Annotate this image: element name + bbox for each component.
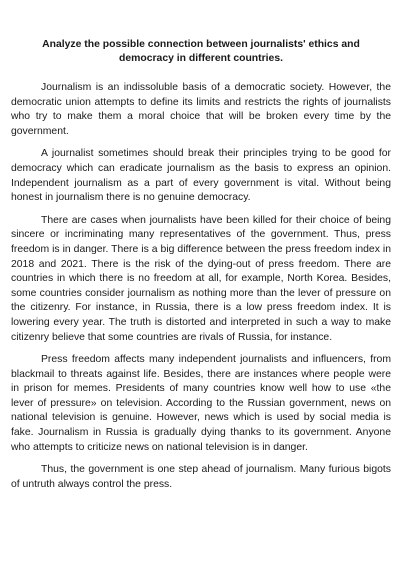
paragraph-conclusion: Thus, the government is one step ahead of journalism. Many furious bigots of untruth always control the press. bbox=[11, 464, 391, 490]
paragraph-democracy-basis: Journalism is an indissoluble basis of a democratic society. However, the democratic union attempts to define its limits and restricts the rights of journalists who try to make them a moral choice that will be broken every time by the government. bbox=[11, 82, 391, 137]
paragraph-pressure-on-journalists: Press freedom affects many independent journalists and influencers, from blackmail to threats against life. Besides, there are instances where people were in prison for memes. Presidents of many countries know well how to use «the lever of pressure» on television. According to the Russian government, news on national television is genuine. However, news which is used by social media is fake. Journalism in Russia is gradually dying thanks to its government. Anyone who attempts to criticize news on national television is in danger. bbox=[11, 354, 391, 453]
paragraph-journalist-principles: A journalist sometimes should break their principles trying to be good for democracy which can eradicate journalism as the basis to express an opinion. Independent journalism as a part of every government is vital. Without being honest in journalism there is no genuine democracy. bbox=[11, 148, 391, 204]
document-title: Analyze the possible connection between journalists' ethics and democracy in different countries. bbox=[42, 39, 360, 64]
paragraph-press-freedom-danger: There are cases when journalists have been killed for their choice of being sincere or incriminating many representatives of the government. Thus, press freedom is in danger. There is a big difference between the press freedom index in 2018 and 2021. There is the risk of the dying-out of press freedom. There are countries in which there is no freedom at all, for example, North Korea. Besides, some countries consider journalism as nothing more than the lever of pressure on the citizenry. For instance, in Russia, there is a low press freedom index. It is lowering every year. The truth is distorted and interpreted in such a way to make citizenry believe that some countries are rivals of Russia, for instance. bbox=[11, 214, 391, 343]
